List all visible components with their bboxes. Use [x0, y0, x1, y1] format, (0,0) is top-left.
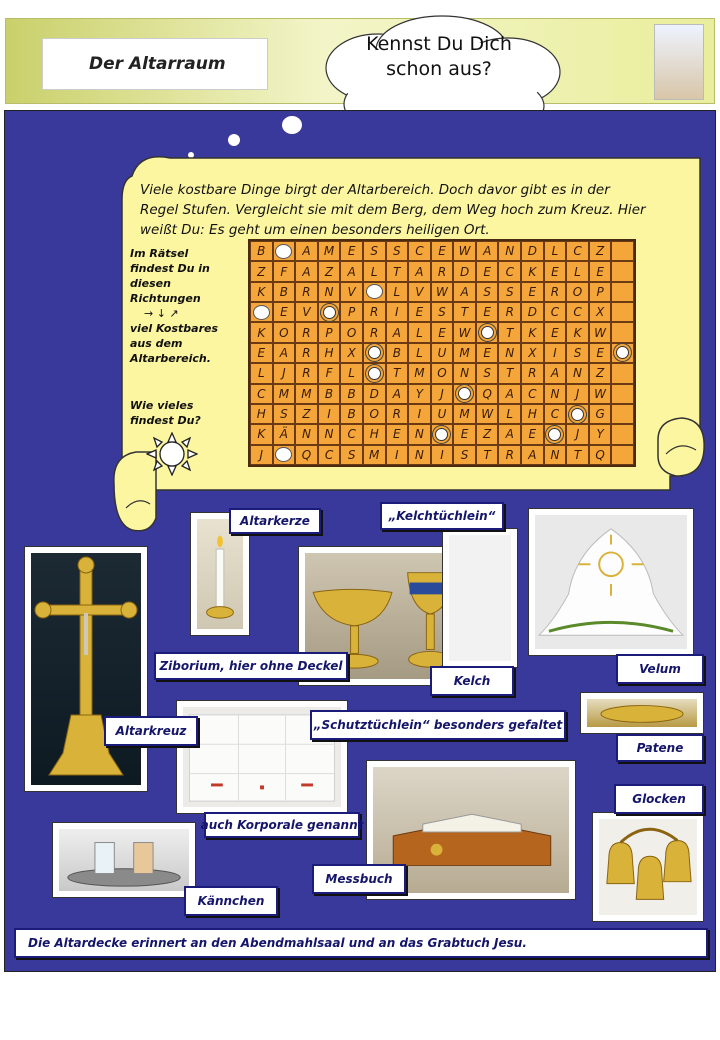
grid-cell: W	[453, 322, 476, 342]
grid-cell: N	[295, 424, 318, 444]
grid-cell: E	[273, 302, 296, 322]
sun-marker-icon	[368, 346, 381, 359]
grid-cell: L	[340, 363, 363, 383]
grid-cell: R	[386, 404, 409, 424]
grid-cell: E	[544, 322, 567, 342]
grid-cell: M	[408, 363, 431, 383]
label-glocken: Glocken	[614, 784, 704, 814]
grid-cell	[453, 384, 476, 404]
grid-cell: M	[295, 384, 318, 404]
grid-cell: F	[318, 363, 341, 383]
sun-icon	[146, 432, 198, 476]
grid-cell: R	[295, 363, 318, 383]
grid-cell: W	[589, 384, 612, 404]
grid-cell: S	[340, 445, 363, 465]
grid-cell: N	[408, 445, 431, 465]
grid-cell: Q	[476, 384, 499, 404]
grid-cell: S	[498, 282, 521, 302]
grid-cell: E	[589, 343, 612, 363]
grid-cell: R	[363, 302, 386, 322]
grid-cell: N	[453, 363, 476, 383]
grid-cell	[611, 404, 634, 424]
grid-cell	[611, 445, 634, 465]
grid-cell: N	[498, 241, 521, 261]
direction-arrows: → ↓ ↗	[144, 307, 179, 320]
grid-cell: C	[408, 241, 431, 261]
grid-cell: O	[566, 282, 589, 302]
grid-cell: H	[250, 404, 273, 424]
grid-cell: M	[363, 445, 386, 465]
grid-cell: B	[318, 384, 341, 404]
grid-cell: P	[340, 302, 363, 322]
grid-cell: R	[295, 343, 318, 363]
grid-cell: T	[498, 322, 521, 342]
grid-cell: F	[273, 261, 296, 281]
label-velum: Velum	[616, 654, 704, 684]
grid-cell: A	[453, 282, 476, 302]
grid-cell: C	[250, 384, 273, 404]
grid-cell: L	[250, 363, 273, 383]
sun-marker-icon	[571, 408, 584, 421]
grid-cell: R	[544, 282, 567, 302]
grid-cell: A	[408, 261, 431, 281]
dot-marker-icon	[275, 447, 292, 462]
grid-cell: A	[295, 261, 318, 281]
grid-cell: Y	[589, 424, 612, 444]
grid-cell: S	[476, 282, 499, 302]
grid-cell: E	[476, 302, 499, 322]
label-altarkerze: Altarkerze	[229, 508, 321, 534]
grid-cell: L	[544, 241, 567, 261]
grid-cell: V	[295, 302, 318, 322]
grid-cell: E	[544, 261, 567, 281]
grid-cell: M	[273, 384, 296, 404]
grid-cell: N	[544, 445, 567, 465]
grid-cell	[544, 424, 567, 444]
grid-cell: C	[566, 302, 589, 322]
grid-cell: C	[521, 384, 544, 404]
grid-cell: T	[453, 302, 476, 322]
grid-cell: S	[431, 302, 454, 322]
altarkreuz-photo	[24, 546, 148, 792]
grid-cell: C	[498, 261, 521, 281]
grid-cell: D	[363, 384, 386, 404]
grid-cell: B	[250, 241, 273, 261]
grid-cell: J	[431, 384, 454, 404]
grid-cell: E	[386, 424, 409, 444]
grid-cell	[363, 343, 386, 363]
grid-cell: D	[521, 302, 544, 322]
footer-note: Die Altardecke erinnert an den Abendmahlsaal und an das Grabtuch Jesu.	[14, 928, 708, 958]
grid-cell: E	[453, 424, 476, 444]
grid-cell: R	[521, 363, 544, 383]
grid-cell: O	[363, 404, 386, 424]
grid-cell: T	[566, 445, 589, 465]
grid-cell: K	[250, 322, 273, 342]
candle-icon	[197, 519, 243, 629]
grid-cell: C	[566, 241, 589, 261]
grid-cell: K	[521, 322, 544, 342]
puzzle-instructions	[130, 246, 226, 366]
label-schutztuechlein: „Schutztüchlein“ besonders gefaltet	[310, 710, 566, 740]
grid-cell: N	[566, 363, 589, 383]
grid-cell	[566, 404, 589, 424]
grid-cell: M	[453, 404, 476, 424]
grid-cell: A	[386, 322, 409, 342]
grid-cell: E	[521, 282, 544, 302]
grid-cell: R	[363, 322, 386, 342]
grid-cell	[431, 424, 454, 444]
grid-cell: A	[340, 261, 363, 281]
grid-cell: T	[386, 261, 409, 281]
grid-cell: R	[295, 322, 318, 342]
grid-cell: K	[521, 261, 544, 281]
grid-cell: I	[386, 302, 409, 322]
grid-cell: S	[363, 241, 386, 261]
grid-cell	[611, 343, 634, 363]
grid-cell: E	[340, 241, 363, 261]
grid-cell	[318, 302, 341, 322]
grid-cell: R	[498, 302, 521, 322]
grid-cell: B	[386, 343, 409, 363]
grid-cell: E	[476, 343, 499, 363]
grid-cell	[611, 282, 634, 302]
grid-cell: R	[295, 282, 318, 302]
dot-marker-icon	[366, 284, 383, 299]
grid-cell: Q	[295, 445, 318, 465]
grid-cell	[363, 282, 386, 302]
sun-marker-icon	[458, 387, 471, 400]
grid-cell: O	[273, 322, 296, 342]
grid-cell: J	[566, 424, 589, 444]
grid-cell	[611, 302, 634, 322]
label-ziborium: Ziborium, hier ohne Deckel	[154, 652, 348, 680]
grid-cell: I	[431, 445, 454, 465]
grid-cell: E	[408, 302, 431, 322]
label-korporale: auch Korporale genannt	[204, 812, 360, 838]
grid-cell: E	[476, 261, 499, 281]
grid-cell: K	[250, 424, 273, 444]
grid-cell: B	[340, 404, 363, 424]
grid-cell: S	[273, 404, 296, 424]
grid-cell: W	[431, 282, 454, 302]
grid-cell: B	[273, 282, 296, 302]
grid-cell: A	[544, 363, 567, 383]
grid-cell	[273, 445, 296, 465]
grid-cell: N	[318, 424, 341, 444]
puzzle-question: Wie vieles findest Du?	[130, 399, 201, 427]
grid-cell	[611, 363, 634, 383]
grid-cell: L	[386, 282, 409, 302]
page-title: Der Altarraum	[42, 38, 268, 90]
kaennchen-photo	[52, 822, 196, 898]
corner-illustration	[654, 24, 704, 100]
grid-cell: M	[453, 343, 476, 363]
grid-cell: Y	[408, 384, 431, 404]
grid-cell: S	[566, 343, 589, 363]
velum-icon	[535, 515, 687, 649]
grid-cell: Q	[589, 445, 612, 465]
grid-cell: O	[431, 363, 454, 383]
bells-icon	[599, 819, 697, 915]
grid-cell: M	[318, 241, 341, 261]
grid-cell: P	[318, 322, 341, 342]
dot-marker-icon	[253, 305, 270, 320]
grid-cell	[611, 241, 634, 261]
grid-cell: J	[566, 384, 589, 404]
grid-cell: E	[431, 322, 454, 342]
grid-cell: T	[498, 363, 521, 383]
sun-marker-icon	[368, 367, 381, 380]
thought-bubble-medium	[228, 134, 240, 146]
grid-cell: N	[318, 282, 341, 302]
sun-marker-icon	[616, 346, 629, 359]
cloud-text: Kennst Du Dich schon aus?	[366, 33, 512, 80]
grid-cell: U	[431, 404, 454, 424]
grid-cell: V	[340, 282, 363, 302]
grid-cell	[363, 363, 386, 383]
grid-cell	[476, 322, 499, 342]
grid-cell: S	[386, 241, 409, 261]
grid-cell: C	[544, 404, 567, 424]
label-messbuch: Messbuch	[312, 864, 406, 894]
grid-cell: K	[250, 282, 273, 302]
grid-cell: A	[498, 384, 521, 404]
grid-cell	[250, 302, 273, 322]
grid-cell: R	[431, 261, 454, 281]
grid-cell: A	[476, 241, 499, 261]
grid-cell: Z	[295, 404, 318, 424]
label-kaennchen: Kännchen	[184, 886, 278, 916]
grid-cell: Z	[250, 261, 273, 281]
grid-cell: P	[589, 282, 612, 302]
label-patene: Patene	[616, 734, 704, 762]
grid-cell: E	[250, 343, 273, 363]
grid-cell: C	[340, 424, 363, 444]
velum-photo	[528, 508, 694, 656]
grid-cell: I	[318, 404, 341, 424]
thought-bubble-large	[282, 116, 302, 134]
glocken-photo	[592, 812, 704, 922]
grid-cell: Z	[589, 241, 612, 261]
grid-cell: A	[498, 424, 521, 444]
grid-cell: H	[363, 424, 386, 444]
grid-cell: E	[431, 241, 454, 261]
grid-cell: B	[340, 384, 363, 404]
grid-cell: T	[386, 363, 409, 383]
patene-photo	[580, 692, 704, 734]
grid-cell: A	[386, 384, 409, 404]
grid-cell: D	[453, 261, 476, 281]
grid-cell	[611, 322, 634, 342]
sun-marker-icon	[548, 428, 561, 441]
grid-cell: L	[566, 261, 589, 281]
instructions-top: Im Rätsel findest Du in diesen Richtungen	[130, 247, 210, 305]
grid-cell: A	[521, 445, 544, 465]
grid-cell	[611, 384, 634, 404]
grid-cell: I	[408, 404, 431, 424]
label-altarkreuz: Altarkreuz	[104, 716, 198, 746]
label-kelchtuechlein: „Kelchtüchlein“	[380, 502, 504, 530]
grid-cell: W	[476, 404, 499, 424]
scroll-intro-text: Viele kostbare Dinge birgt der Altarbereich. Doch davor gibt es in der Regel Stufen. Vergleicht sie mit dem Berg, dem Weg hoch zum Kreuz. Hier weißt Du: Es geht um einen besonders heiligen Ort.	[140, 182, 646, 238]
paten-icon	[587, 699, 697, 727]
grid-cell: X	[340, 343, 363, 363]
grid-cell: Ä	[273, 424, 296, 444]
grid-cell: S	[453, 445, 476, 465]
grid-cell: Z	[318, 261, 341, 281]
grid-cell: T	[476, 445, 499, 465]
grid-cell: C	[318, 445, 341, 465]
grid-cell: R	[498, 445, 521, 465]
grid-cell	[611, 424, 634, 444]
grid-cell: E	[521, 424, 544, 444]
grid-cell: J	[273, 363, 296, 383]
grid-cell: W	[453, 241, 476, 261]
grid-cell: A	[295, 241, 318, 261]
sun-marker-icon	[323, 306, 336, 319]
grid-cell: I	[386, 445, 409, 465]
grid-cell: L	[408, 322, 431, 342]
sun-marker-icon	[481, 326, 494, 339]
grid-cell: N	[498, 343, 521, 363]
grid-cell: Z	[589, 363, 612, 383]
grid-cell: A	[273, 343, 296, 363]
grid-cell: N	[544, 384, 567, 404]
grid-cell: X	[521, 343, 544, 363]
instructions-bottom: viel Kostbares aus dem Altarbereich.	[130, 322, 219, 365]
grid-cell: H	[318, 343, 341, 363]
word-search-grid	[248, 239, 636, 467]
grid-cell	[273, 241, 296, 261]
crucifix-icon	[31, 553, 141, 785]
grid-cell: Z	[476, 424, 499, 444]
grid-cell: X	[589, 302, 612, 322]
grid-cell: D	[521, 241, 544, 261]
grid-cell: L	[498, 404, 521, 424]
grid-cell: H	[521, 404, 544, 424]
grid-cell	[611, 261, 634, 281]
grid-cell: G	[589, 404, 612, 424]
dot-marker-icon	[275, 244, 292, 259]
grid-cell: V	[408, 282, 431, 302]
kelchtuechlein-photo	[442, 528, 518, 668]
grid-cell: W	[589, 322, 612, 342]
label-kelch: Kelch	[430, 666, 514, 696]
grid-cell: L	[408, 343, 431, 363]
grid-cell: K	[566, 322, 589, 342]
grid-cell: C	[544, 302, 567, 322]
grid-cell: S	[476, 363, 499, 383]
grid-cell: L	[363, 261, 386, 281]
cruets-icon	[59, 829, 189, 891]
grid-cell: E	[589, 261, 612, 281]
grid-cell: J	[250, 445, 273, 465]
grid-cell: U	[431, 343, 454, 363]
grid-cell: N	[408, 424, 431, 444]
sun-marker-icon	[435, 428, 448, 441]
grid-cell: O	[340, 322, 363, 342]
grid-cell: I	[544, 343, 567, 363]
